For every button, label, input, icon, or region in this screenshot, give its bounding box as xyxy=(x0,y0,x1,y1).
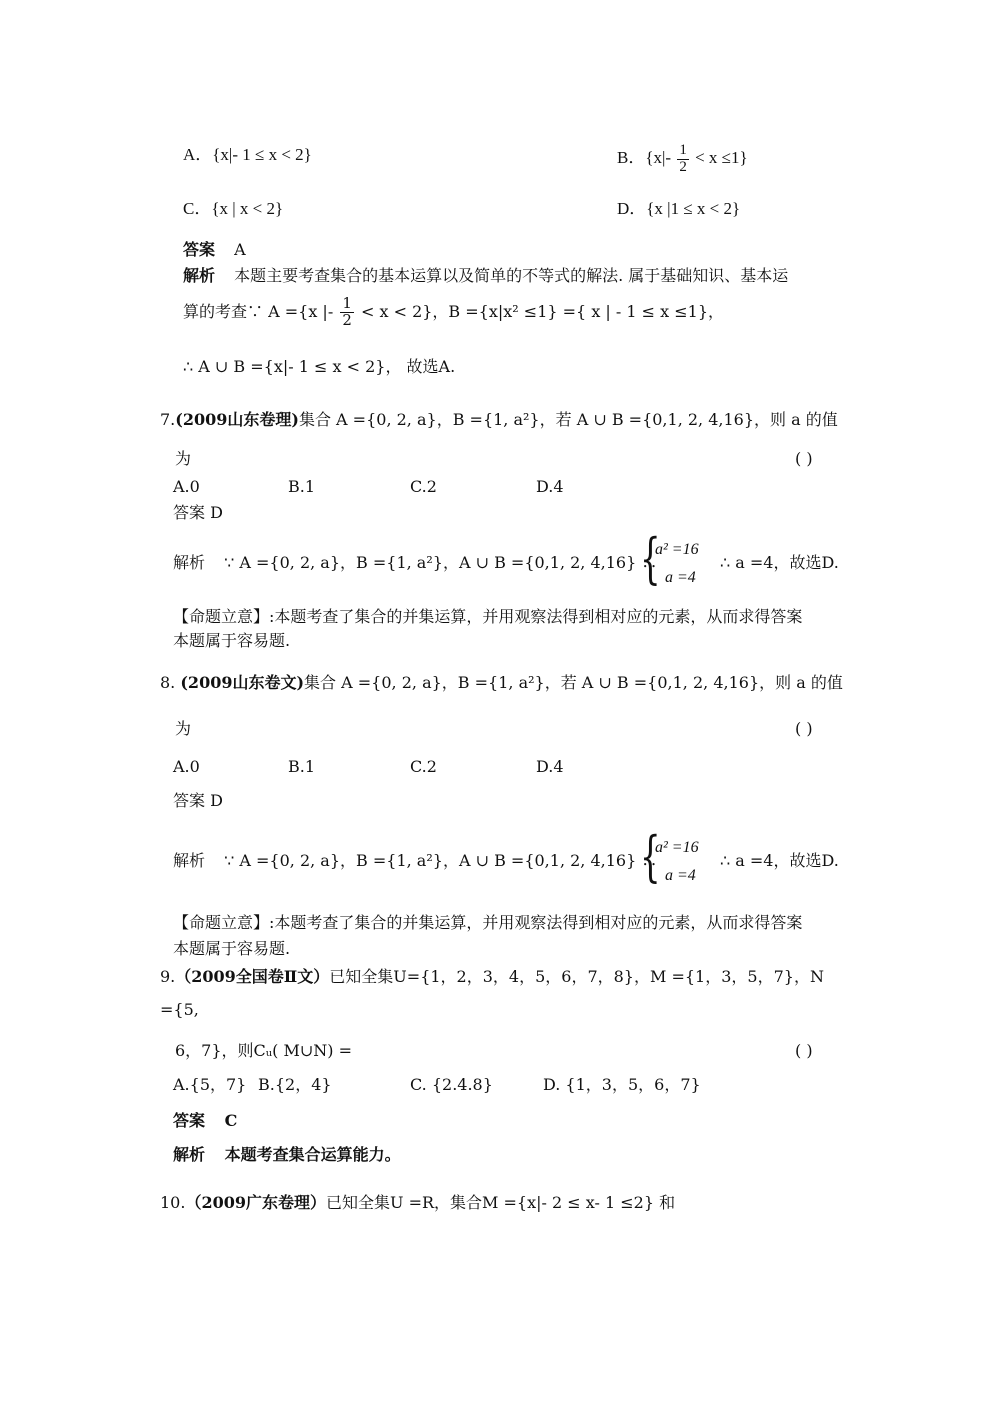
fraction-den: 2 xyxy=(342,310,352,329)
question-number: 8. xyxy=(160,673,176,692)
analysis-label: 解析 xyxy=(173,1145,206,1164)
q8-analysis-tail: ∴ a =4，故选D. xyxy=(720,851,839,870)
q7-answer: 答案 D xyxy=(173,503,223,522)
q7-stem xyxy=(160,410,838,429)
q7-intent-2: 本题属于容易题. xyxy=(173,631,291,650)
system-line-1: a² =16 xyxy=(655,541,699,558)
q8-stem-cont: 为 xyxy=(175,719,192,738)
analysis-suffix: < x < 2}，B ={x|x² ≤1} ={ x | - 1 ≤ x ≤1}， xyxy=(360,301,725,321)
question-source: （2009全国卷Ⅱ文） xyxy=(175,967,330,986)
question-text: 集合 A ={0, 2, a}，B ={1, a²}，若 A ∪ B ={0,1, 2, 4,16}，则 a 的值 xyxy=(304,673,843,692)
q9-answer xyxy=(173,1111,237,1130)
answer-value: A xyxy=(234,240,246,259)
q7-stem-cont: 为 xyxy=(175,449,192,468)
fraction-num: 1 xyxy=(342,294,352,312)
question-text: 已知全集U={1，2，3，4，5，6，7，8}，M ={1，3，5，7}，N xyxy=(329,967,824,986)
q8-intent-2: 本题属于容易题. xyxy=(173,939,291,958)
question-number: 10. xyxy=(160,1193,186,1212)
fraction xyxy=(340,296,354,329)
answer-blank: ( ) xyxy=(795,719,813,738)
option-d: D．{x |1 ≤ x < 2} xyxy=(617,199,741,218)
question-source: (2009山东卷文) xyxy=(180,673,305,692)
analysis-line-3: ∴ A ∪ B ={x|- 1 ≤ x < 2}， 故选A. xyxy=(183,357,456,376)
q7-option-d: D.4 xyxy=(536,477,564,496)
analysis-text: ∵ A ={0, 2, a}，B ={1, a²}，A ∪ B ={0,1, 2, 4,16} ∴ xyxy=(224,553,658,572)
option-b xyxy=(617,143,748,176)
question-number: 9. xyxy=(160,967,176,986)
question-text: 集合 A ={0, 2, a}，B ={1, a²}，若 A ∪ B ={0,1, 2, 4,16}，则 a 的值 xyxy=(298,410,838,429)
q10-stem xyxy=(160,1193,675,1212)
system-line-2: a =4 xyxy=(665,867,696,884)
question-source: (2009山东卷理) xyxy=(175,410,299,429)
answer-line xyxy=(183,240,246,259)
q9-stem xyxy=(160,967,824,986)
answer-label: 答案 xyxy=(173,1111,206,1130)
option-b-suffix: < x ≤1} xyxy=(695,148,748,168)
q9-option-a: A.{5，7} xyxy=(173,1075,247,1094)
answer-label: 答案 xyxy=(183,240,216,259)
question-source: （2009广东卷理） xyxy=(185,1193,326,1212)
q9-stem-line-2: ={5, xyxy=(160,1000,199,1019)
system-brace: { xyxy=(640,527,661,590)
answer-blank: ( ) xyxy=(795,449,813,468)
analysis-label: 解析 xyxy=(173,851,206,870)
q9-option-b: B.{2，4} xyxy=(258,1075,332,1094)
q9-option-c: C. {2.4.8} xyxy=(410,1075,493,1094)
q8-analysis xyxy=(173,851,657,870)
analysis-label: 解析 xyxy=(183,266,216,285)
analysis-text: ∵ A ={0, 2, a}，B ={1, a²}，A ∪ B ={0,1, 2, 4,16} ∴ xyxy=(224,851,658,870)
analysis-line-2 xyxy=(183,296,724,329)
answer-value: C xyxy=(224,1111,238,1130)
q9-analysis xyxy=(173,1145,401,1164)
q9-stem-line-3: 6，7}，则Cᵤ( M∪N) = xyxy=(175,1041,353,1060)
analysis-prefix: 算的考查∵ A ={x |- xyxy=(183,301,334,321)
system-line-1: a² =16 xyxy=(655,839,699,856)
q7-analysis xyxy=(173,553,657,572)
system-line-2: a =4 xyxy=(665,569,696,586)
q8-option-d: D.4 xyxy=(536,757,564,776)
answer-blank: ( ) xyxy=(795,1041,813,1060)
fraction xyxy=(677,143,689,176)
system-brace: { xyxy=(640,825,661,888)
q7-option-c: C.2 xyxy=(410,477,437,496)
q8-answer: 答案 D xyxy=(173,791,223,810)
q7-analysis-tail: ∴ a =4，故选D. xyxy=(720,553,839,572)
analysis-text: 本题主要考查集合的基本运算以及简单的不等式的解法. 属于基础知识、基本运 xyxy=(234,266,789,285)
question-text: 已知全集U =R，集合M ={x|- 2 ≤ x- 1 ≤2} 和 xyxy=(326,1193,676,1212)
q8-intent-1: 【命题立意】:本题考查了集合的并集运算，并用观察法得到相对应的元素，从而求得答案 xyxy=(173,913,803,932)
analysis-label: 解析 xyxy=(173,553,206,572)
question-number: 7. xyxy=(160,410,176,429)
q7-option-b: B.1 xyxy=(288,477,316,496)
q8-option-c: C.2 xyxy=(410,757,437,776)
fraction-num: 1 xyxy=(679,142,687,158)
analysis-line-1 xyxy=(183,266,788,285)
option-a: A．{x|- 1 ≤ x < 2} xyxy=(183,145,312,164)
q8-option-b: B.1 xyxy=(288,757,316,776)
option-b-prefix: B．{x|- xyxy=(617,148,672,168)
q7-intent-1: 【命题立意】:本题考查了集合的并集运算，并用观察法得到相对应的元素，从而求得答案 xyxy=(173,607,803,626)
q9-option-d: D. {1，3，5，6，7} xyxy=(543,1075,701,1094)
q8-option-a: A.0 xyxy=(173,757,200,776)
option-c: C．{x | x < 2} xyxy=(183,199,284,218)
analysis-text: 本题考查集合运算能力。 xyxy=(224,1145,401,1164)
q8-stem xyxy=(160,673,843,692)
q7-option-a: A.0 xyxy=(173,477,200,496)
fraction-den: 2 xyxy=(679,158,687,175)
